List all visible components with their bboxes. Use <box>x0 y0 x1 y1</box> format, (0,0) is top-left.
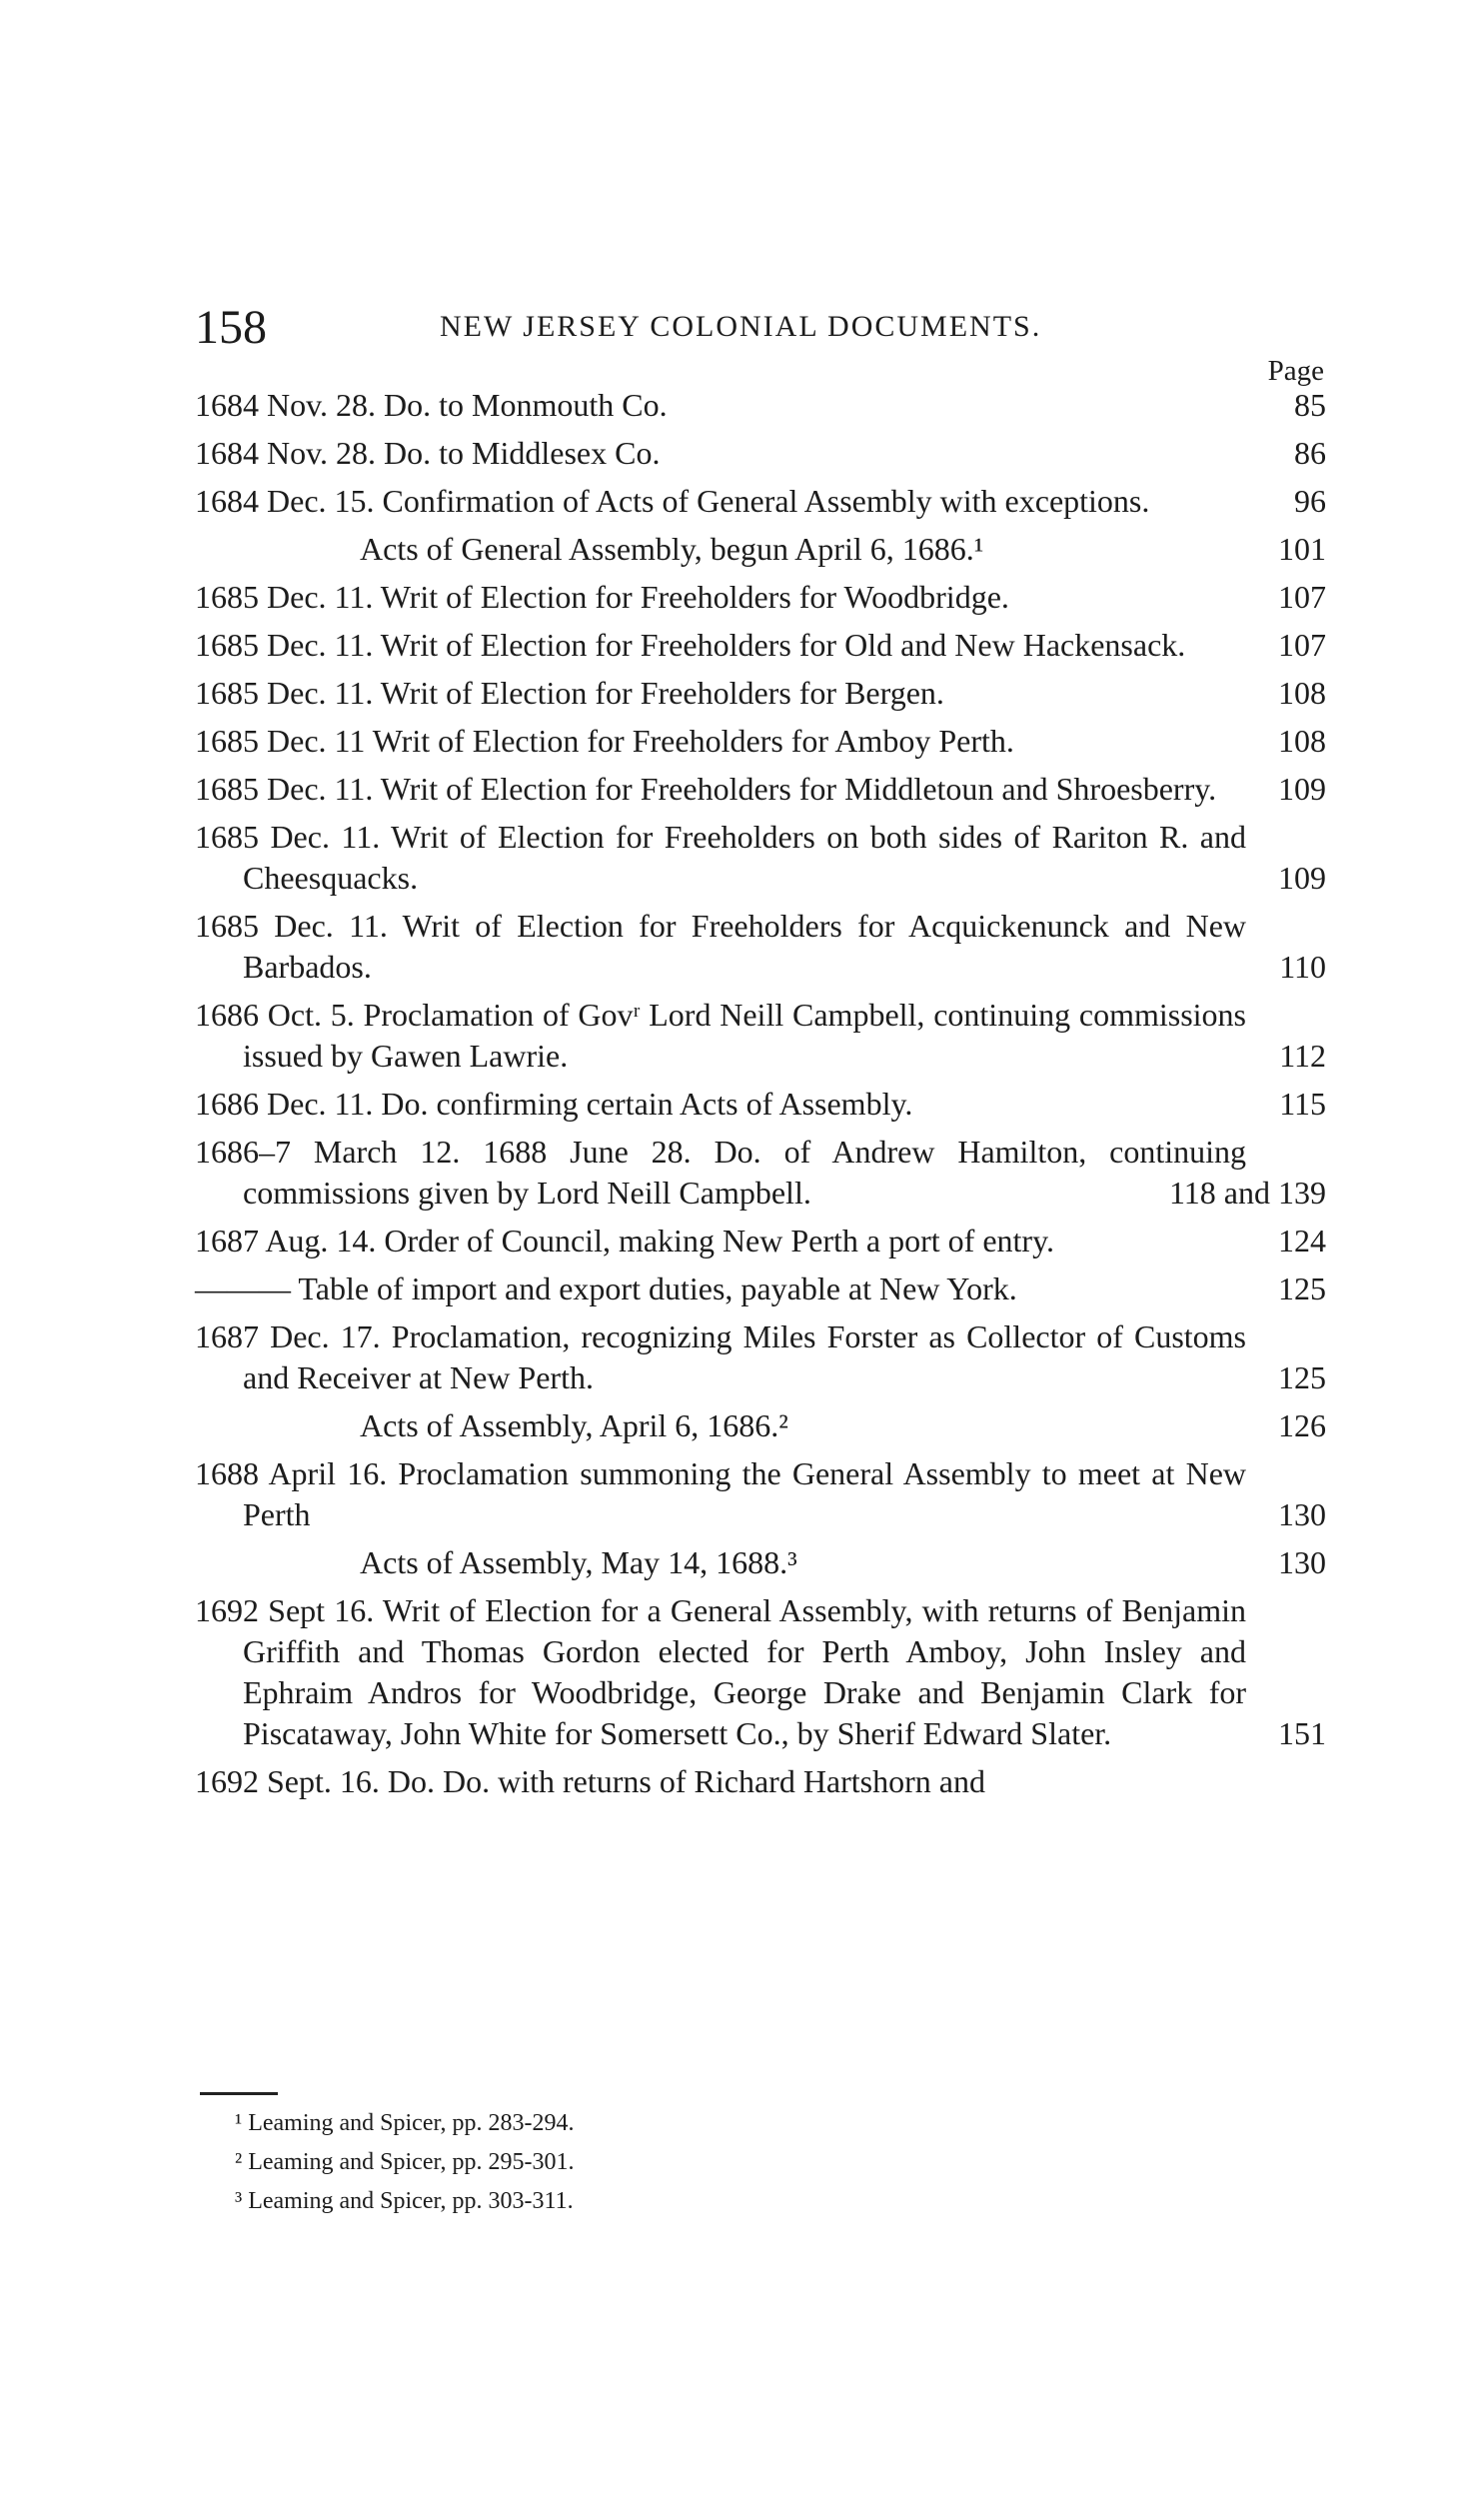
entry-page: 96 <box>1294 483 1326 519</box>
entry-text: 1686–7 March 12. 1688 June 28. Do. of Andrew Hamilton, continuing commissions given by Lord Neill Campbell. <box>195 1134 1246 1211</box>
entry-page: 109 <box>1278 860 1326 896</box>
entry-page: 151 <box>1278 1715 1326 1751</box>
index-entry <box>195 625 1326 666</box>
entry-text: 1692 Sept. 16. Do. Do. with returns of Richard Hartshorn and <box>195 1763 985 1799</box>
index-entry <box>195 1221 1326 1261</box>
footnote: ³ Leaming and Spicer, pp. 303-311. <box>235 2188 574 2214</box>
entry-page: 108 <box>1278 675 1326 711</box>
entry-text: 1685 Dec. 11. Writ of Election for Freeholders for Old and New Hackensack. <box>195 627 1186 663</box>
index-entry <box>195 1542 1326 1583</box>
entry-page: 115 <box>1279 1086 1326 1122</box>
entry-text: 1687 Aug. 14. Order of Council, making New Perth a port of entry. <box>195 1223 1054 1259</box>
entry-page: 86 <box>1294 435 1326 471</box>
entry-text: 1684 Nov. 28. Do. to Middlesex Co. <box>195 435 661 471</box>
index-entry <box>195 769 1326 810</box>
footnotes <box>235 2104 575 2221</box>
entry-page: 108 <box>1278 723 1326 759</box>
index-entry <box>195 1405 1326 1446</box>
running-title: NEW JERSEY COLONIAL DOCUMENTS. <box>440 310 1042 343</box>
index-entry <box>195 817 1326 899</box>
entry-page: 130 <box>1278 1496 1326 1532</box>
index-entry <box>195 906 1326 988</box>
entry-text: 1685 Dec. 11. Writ of Election for Freeholders for Woodbridge. <box>195 579 1009 615</box>
entry-page: 130 <box>1278 1544 1326 1580</box>
page-header <box>195 300 1326 360</box>
index-entry <box>195 481 1326 522</box>
entry-text: 1686 Oct. 5. Proclamation of Govʳ Lord Neill Campbell, continuing commissions issued by Gawen Lawrie. <box>195 997 1246 1074</box>
entry-text: 1685 Dec. 11. Writ of Election for Freeholders on both sides of Rariton R. and Cheesquacks. <box>195 819 1246 896</box>
entry-text: Acts of Assembly, April 6, 1686.² <box>360 1407 788 1443</box>
entry-page: 125 <box>1278 1270 1326 1306</box>
index-entry <box>195 1084 1326 1125</box>
index-entry <box>195 1132 1326 1214</box>
entry-text: Acts of General Assembly, begun April 6, 1686.¹ <box>360 531 984 567</box>
entry-text: 1692 Sept 16. Writ of Election for a General Assembly, with returns of Benjamin Griffith and Thomas Gordon elected for Perth Amboy, John Insley and Ephraim Andros for Woodbridge, George Drake and Benjamin Clark for Piscataway, John White for Somersett Co., by Sherif Edward Slater. <box>195 1592 1246 1751</box>
entry-page: 125 <box>1278 1359 1326 1395</box>
entry-text: 1688 April 16. Proclamation summoning the General Assembly to meet at New Perth <box>195 1455 1246 1532</box>
entry-text: Acts of Assembly, May 14, 1688.³ <box>360 1544 797 1580</box>
entry-text: 1685 Dec. 11. Writ of Election for Freeholders for Acquickenunck and New Barbados. <box>195 908 1246 985</box>
entry-page: 109 <box>1278 771 1326 807</box>
index-entry <box>195 1316 1326 1398</box>
entry-text: 1685 Dec. 11 Writ of Election for Freeholders for Amboy Perth. <box>195 723 1014 759</box>
index-entry <box>195 577 1326 618</box>
entry-page: 101 <box>1278 531 1326 567</box>
entry-text: 1686 Dec. 11. Do. confirming certain Acts of Assembly. <box>195 1086 913 1122</box>
footnote: ² Leaming and Spicer, pp. 295-301. <box>235 2149 575 2175</box>
entry-page: 118 and 139 <box>1168 1175 1326 1211</box>
entry-text: 1684 Nov. 28. Do. to Monmouth Co. <box>195 387 668 423</box>
entry-text: 1684 Dec. 15. Confirmation of Acts of General Assembly with exceptions. <box>195 483 1150 519</box>
index-entry <box>195 1453 1326 1535</box>
entry-page: 110 <box>1279 949 1326 985</box>
page-column-label: Page <box>1267 355 1324 387</box>
index-entry <box>195 1590 1326 1754</box>
entry-text: ——— Table of import and export duties, payable at New York. <box>195 1270 1017 1306</box>
page-number: 158 <box>195 301 267 354</box>
index-entry <box>195 1761 1326 1802</box>
entry-text: 1685 Dec. 11. Writ of Election for Freeholders for Middletoun and Shroesberry. <box>195 771 1217 807</box>
entry-page: 107 <box>1278 579 1326 615</box>
entry-text: 1685 Dec. 11. Writ of Election for Freeholders for Bergen. <box>195 675 944 711</box>
entry-page: 112 <box>1279 1038 1326 1074</box>
index-entry <box>195 529 1326 570</box>
index-entry <box>195 673 1326 714</box>
entry-page: 107 <box>1278 627 1326 663</box>
footnote-divider <box>200 2092 278 2095</box>
index-entry <box>195 433 1326 474</box>
index-entry <box>195 385 1326 426</box>
index-entry <box>195 995 1326 1077</box>
footnote: ¹ Leaming and Spicer, pp. 283-294. <box>235 2110 575 2136</box>
index-entries <box>195 385 1326 1809</box>
entry-page: 126 <box>1278 1407 1326 1443</box>
index-entry <box>195 1268 1326 1309</box>
entry-page: 124 <box>1278 1223 1326 1259</box>
index-entry <box>195 721 1326 762</box>
entry-page: 85 <box>1294 387 1326 423</box>
entry-text: 1687 Dec. 17. Proclamation, recognizing Miles Forster as Collector of Customs and Receiver at New Perth. <box>195 1318 1246 1395</box>
